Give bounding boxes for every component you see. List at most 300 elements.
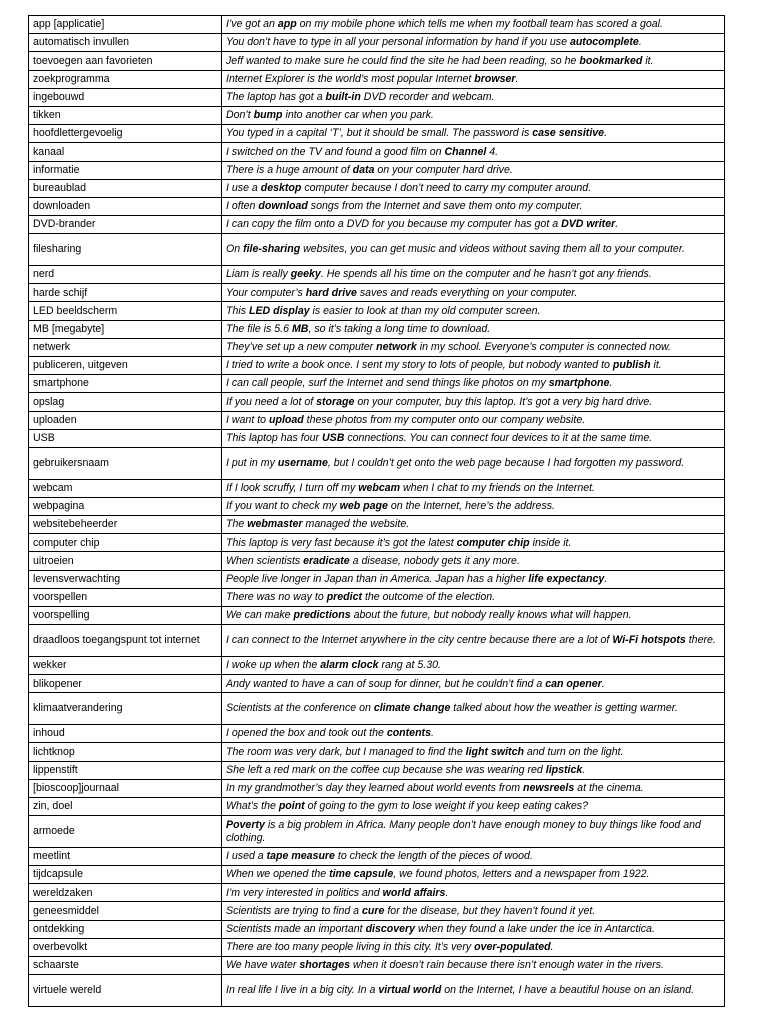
keyword: shortages xyxy=(299,959,351,972)
example-sentence xyxy=(222,16,725,34)
keyword: lipstick xyxy=(545,763,583,776)
dutch-term: smartphone xyxy=(29,375,222,393)
sentence-text-after: there. xyxy=(685,634,716,647)
table-row xyxy=(29,607,725,625)
sentence-text-after: into another car when you park. xyxy=(282,109,434,122)
table-row xyxy=(29,266,725,284)
sentence-text-before: The room was very dark, but I managed to find the xyxy=(226,745,466,758)
dutch-term: levensverwachting xyxy=(29,570,222,588)
sentence-text-after: when I chat to my friends on the Internet. xyxy=(400,482,595,495)
dutch-term: draadloos toegangspunt tot internet xyxy=(29,625,222,657)
dutch-term: toevoegen aan favorieten xyxy=(29,52,222,70)
keyword: alarm clock xyxy=(320,659,379,672)
example-sentence xyxy=(222,570,725,588)
table-row xyxy=(29,866,725,884)
dutch-term: MB [megabyte] xyxy=(29,320,222,338)
sentence-text-after: on my mobile phone which tells me when my football team has scored a goal. xyxy=(296,18,663,31)
example-sentence xyxy=(222,725,725,743)
example-sentence xyxy=(222,393,725,411)
keyword: Poverty xyxy=(226,818,265,831)
example-sentence xyxy=(222,284,725,302)
example-sentence xyxy=(222,216,725,234)
sentence-text-before: I often xyxy=(226,200,259,213)
sentence-text-before: If you want to check my xyxy=(226,500,340,513)
keyword: newsreels xyxy=(522,782,575,795)
sentence-text-before: I want to xyxy=(226,413,269,426)
sentence-text-before: When scientists xyxy=(226,554,304,567)
keyword: light switch xyxy=(465,745,524,758)
sentence-text-before: There is a huge amount of xyxy=(226,163,353,176)
keyword: webcam xyxy=(358,482,401,495)
sentence-text-before: They’ve set up a new computer xyxy=(226,341,377,354)
table-row xyxy=(29,52,725,70)
example-sentence xyxy=(222,693,725,725)
keyword: storage xyxy=(316,395,355,408)
table-row xyxy=(29,920,725,938)
table-row xyxy=(29,70,725,88)
sentence-text-after: these photos from my computer onto our company website. xyxy=(303,413,586,426)
keyword: Wi-Fi hotspots xyxy=(612,634,686,647)
dutch-term: schaarste xyxy=(29,957,222,975)
sentence-text-after: is a big problem in Africa. Many people don’t have enough money to buy things like food and clothing. xyxy=(226,818,701,844)
table-row xyxy=(29,516,725,534)
example-sentence xyxy=(222,70,725,88)
sentence-text-before: Scientists are trying to find a xyxy=(226,904,363,917)
sentence-text-after: , but I couldn’t get onto the web page because I had forgotten my password. xyxy=(327,457,685,470)
dutch-term: lichtknop xyxy=(29,743,222,761)
table-row xyxy=(29,847,725,865)
example-sentence xyxy=(222,34,725,52)
example-sentence xyxy=(222,761,725,779)
example-sentence xyxy=(222,125,725,143)
example-sentence xyxy=(222,338,725,356)
dutch-term: computer chip xyxy=(29,534,222,552)
dutch-term: nerd xyxy=(29,266,222,284)
sentence-text-before: This xyxy=(226,304,249,317)
keyword: virtual world xyxy=(378,984,442,997)
example-sentence xyxy=(222,743,725,761)
keyword: USB xyxy=(322,432,345,445)
table-row xyxy=(29,570,725,588)
keyword: web page xyxy=(339,500,388,513)
keyword: point xyxy=(278,800,305,813)
keyword: over-populated xyxy=(474,941,551,954)
example-sentence xyxy=(222,161,725,179)
sentence-text-before: I can call people, surf the Internet and send things like photos on my xyxy=(226,377,549,390)
table-row xyxy=(29,975,725,1007)
dutch-term: informatie xyxy=(29,161,222,179)
table-row xyxy=(29,375,725,393)
table-row xyxy=(29,356,725,374)
example-sentence xyxy=(222,106,725,124)
keyword: hard drive xyxy=(305,286,357,299)
sentence-text-after: is easier to look at than my old computer screen. xyxy=(309,304,541,317)
keyword: username xyxy=(277,457,328,470)
dutch-term: downloaden xyxy=(29,197,222,215)
sentence-text-before: There are too many people living in this city. It’s very xyxy=(226,941,475,954)
example-sentence xyxy=(222,534,725,552)
sentence-text-after: to check the length of the pieces of wood. xyxy=(334,850,533,863)
example-sentence xyxy=(222,375,725,393)
keyword: predictions xyxy=(293,609,351,622)
example-sentence xyxy=(222,447,725,479)
example-sentence xyxy=(222,657,725,675)
table-row xyxy=(29,411,725,429)
sentence-text-before: This laptop has four xyxy=(226,432,322,445)
dutch-term: hoofdlettergevoelig xyxy=(29,125,222,143)
table-row xyxy=(29,761,725,779)
sentence-text-before: Scientists made an important xyxy=(226,922,366,935)
dutch-term: ingebouwd xyxy=(29,88,222,106)
table-row xyxy=(29,447,725,479)
dutch-term: websitebeheerder xyxy=(29,516,222,534)
table-row xyxy=(29,393,725,411)
table-row xyxy=(29,625,725,657)
sentence-text-before: If I look scruffy, I turn off my xyxy=(226,482,359,495)
dutch-term: app [applicatie] xyxy=(29,16,222,34)
keyword: world affairs xyxy=(382,886,446,899)
sentence-text-after: when they found a lake under the ice in Antarctica. xyxy=(415,922,655,935)
sentence-text-before: On xyxy=(226,243,244,256)
table-row xyxy=(29,884,725,902)
keyword: Channel xyxy=(444,145,487,158)
example-sentence xyxy=(222,938,725,956)
table-row xyxy=(29,161,725,179)
example-sentence xyxy=(222,266,725,284)
example-sentence xyxy=(222,479,725,497)
table-row xyxy=(29,779,725,797)
sentence-text-before: Jeff wanted to make sure he could find the site he had been reading, so he xyxy=(226,54,580,67)
dutch-term: uitroeien xyxy=(29,552,222,570)
table-row xyxy=(29,284,725,302)
sentence-text-before: We can make xyxy=(226,609,294,622)
sentence-text-before: Liam is really xyxy=(226,268,291,281)
keyword: smartphone xyxy=(548,377,610,390)
sentence-text-after: . xyxy=(582,763,586,776)
vocabulary-table-body xyxy=(29,16,725,1007)
dutch-term: bureaublad xyxy=(29,179,222,197)
table-row xyxy=(29,106,725,124)
sentence-text-before: In real life I live in a big city. In a xyxy=(226,984,379,997)
table-row xyxy=(29,497,725,515)
dutch-term: webpagina xyxy=(29,497,222,515)
table-row xyxy=(29,16,725,34)
table-row xyxy=(29,34,725,52)
table-row xyxy=(29,197,725,215)
sentence-text-after: , so it’s taking a long time to download. xyxy=(308,322,491,335)
keyword: MB xyxy=(291,322,309,335)
example-sentence xyxy=(222,88,725,106)
keyword: desktop xyxy=(260,181,302,194)
dutch-term: DVD-brander xyxy=(29,216,222,234)
keyword: eradicate xyxy=(303,554,350,567)
keyword: built-in xyxy=(325,91,361,104)
keyword: geeky xyxy=(290,268,321,281)
example-sentence xyxy=(222,497,725,515)
dutch-term: USB xyxy=(29,429,222,447)
sentence-text-after: . xyxy=(430,727,434,740)
example-sentence xyxy=(222,607,725,625)
table-row xyxy=(29,957,725,975)
example-sentence xyxy=(222,320,725,338)
sentence-text-after: for the disease, but they haven’t found it yet. xyxy=(384,904,596,917)
sentence-text-after: it. xyxy=(650,359,662,372)
keyword: browser xyxy=(474,72,516,85)
table-row xyxy=(29,588,725,606)
keyword: tape measure xyxy=(266,850,335,863)
dutch-term: armoede xyxy=(29,816,222,848)
sentence-text-before: When we opened the xyxy=(226,868,330,881)
sentence-text-after: . xyxy=(615,218,619,231)
sentence-text-after: , we found photos, letters and a newspaper from 1922. xyxy=(393,868,650,881)
sentence-text-after: computer because I don’t need to carry my computer around. xyxy=(301,181,592,194)
keyword: publish xyxy=(612,359,651,372)
example-sentence xyxy=(222,429,725,447)
example-sentence xyxy=(222,234,725,266)
keyword: contents xyxy=(386,727,431,740)
table-row xyxy=(29,338,725,356)
example-sentence xyxy=(222,975,725,1007)
table-row xyxy=(29,657,725,675)
table-row xyxy=(29,143,725,161)
table-row xyxy=(29,234,725,266)
sentence-text-after: on your computer, buy this laptop. It’s got a very big hard drive. xyxy=(354,395,653,408)
sentence-text-before: What’s the xyxy=(226,800,279,813)
dutch-term: ontdekking xyxy=(29,920,222,938)
dutch-term: webcam xyxy=(29,479,222,497)
sentence-text-before: People live longer in Japan than in America. Japan has a higher xyxy=(226,572,529,585)
keyword: LED display xyxy=(248,304,310,317)
sentence-text-after: saves and reads everything on your computer. xyxy=(356,286,578,299)
keyword: autocomplete xyxy=(569,36,639,49)
dutch-term: meetlint xyxy=(29,847,222,865)
dutch-term: inhoud xyxy=(29,725,222,743)
dutch-term: harde schijf xyxy=(29,284,222,302)
table-row xyxy=(29,743,725,761)
example-sentence xyxy=(222,816,725,848)
table-row xyxy=(29,302,725,320)
sentence-text-after: songs from the Internet and save them onto my computer. xyxy=(307,200,583,213)
table-row xyxy=(29,675,725,693)
sentence-text-before: In my grandmother’s day they learned about world events from xyxy=(226,782,523,795)
example-sentence xyxy=(222,884,725,902)
sentence-text-after: talked about how the weather is getting warmer. xyxy=(450,702,678,715)
keyword: file-sharing xyxy=(243,243,301,256)
sentence-text-after: . xyxy=(601,677,605,690)
sentence-text-after: . xyxy=(445,886,449,899)
sentence-text-after: and turn on the light. xyxy=(523,745,624,758)
sentence-text-after: . xyxy=(604,572,608,585)
example-sentence xyxy=(222,516,725,534)
dutch-term: automatisch invullen xyxy=(29,34,222,52)
dutch-term: gebruikersnaam xyxy=(29,447,222,479)
sentence-text-after: it. xyxy=(642,54,654,67)
dutch-term: voorspellen xyxy=(29,588,222,606)
sentence-text-before: The laptop has got a xyxy=(226,91,326,104)
keyword: network xyxy=(376,341,417,354)
table-row xyxy=(29,725,725,743)
sentence-text-after: DVD recorder and webcam. xyxy=(360,91,495,104)
keyword: data xyxy=(352,163,375,176)
table-row xyxy=(29,552,725,570)
sentence-text-before: Andy wanted to have a can of soup for dinner, but he couldn’t find a xyxy=(226,677,546,690)
dutch-term: [bioscoop]journaal xyxy=(29,779,222,797)
dutch-term: blikopener xyxy=(29,675,222,693)
table-row xyxy=(29,320,725,338)
example-sentence xyxy=(222,779,725,797)
sentence-text-after: . xyxy=(550,941,554,954)
example-sentence xyxy=(222,143,725,161)
sentence-text-after: 4. xyxy=(486,145,499,158)
table-row xyxy=(29,429,725,447)
dutch-term: virtuele wereld xyxy=(29,975,222,1007)
keyword: discovery xyxy=(365,922,416,935)
sentence-text-before: Your computer’s xyxy=(226,286,306,299)
table-row xyxy=(29,125,725,143)
example-sentence xyxy=(222,920,725,938)
table-row xyxy=(29,216,725,234)
dutch-term: kanaal xyxy=(29,143,222,161)
dutch-term: wereldzaken xyxy=(29,884,222,902)
sentence-text-before: If you need a lot of xyxy=(226,395,317,408)
table-row xyxy=(29,479,725,497)
table-row xyxy=(29,938,725,956)
sentence-text-after: rang at 5.30. xyxy=(378,659,441,672)
sentence-text-before: Internet Explorer is the world’s most popular Internet xyxy=(226,72,475,85)
sentence-text-before: I can connect to the Internet anywhere in the city centre because there are a lot of xyxy=(226,634,613,647)
keyword: life expectancy xyxy=(528,572,605,585)
sentence-text-before: There was no way to xyxy=(226,591,327,604)
keyword: computer chip xyxy=(456,536,530,549)
keyword: bookmarked xyxy=(579,54,643,67)
keyword: can opener xyxy=(545,677,602,690)
table-row xyxy=(29,797,725,815)
example-sentence xyxy=(222,797,725,815)
sentence-text-after: at the cinema. xyxy=(574,782,644,795)
sentence-text-after: . xyxy=(515,72,519,85)
sentence-text-after: websites, you can get music and videos without saving them all to your computer. xyxy=(300,243,685,256)
sentence-text-before: I switched on the TV and found a good film on xyxy=(226,145,445,158)
sentence-text-after: . He spends all his time on the computer and he hasn’t got any friends. xyxy=(320,268,652,281)
sentence-text-after: . xyxy=(638,36,642,49)
dutch-term: zin, doel xyxy=(29,797,222,815)
dutch-term: klimaatverandering xyxy=(29,693,222,725)
table-row xyxy=(29,534,725,552)
sentence-text-before: I used a xyxy=(226,850,267,863)
sentence-text-before: You don’t have to type in all your personal information by hand if you use xyxy=(226,36,570,49)
sentence-text-before: I put in my xyxy=(226,457,278,470)
sentence-text-before: The file is 5.6 xyxy=(226,322,292,335)
dutch-term: filesharing xyxy=(29,234,222,266)
sentence-text-before: She left a red mark on the coffee cup because she was wearing red xyxy=(226,763,546,776)
sentence-text-after: on the Internet, I have a beautiful house on an island. xyxy=(441,984,694,997)
dutch-term: LED beeldscherm xyxy=(29,302,222,320)
example-sentence xyxy=(222,625,725,657)
sentence-text-after: managed the website. xyxy=(302,518,410,531)
sentence-text-after: connections. You can connect four devices to it at the same time. xyxy=(344,432,653,445)
sentence-text-after: . xyxy=(609,377,613,390)
sentence-text-after: in my school. Everyone’s computer is connected now. xyxy=(416,341,671,354)
keyword: climate change xyxy=(373,702,451,715)
sentence-text-before: Scientists at the conference on xyxy=(226,702,374,715)
dutch-term: overbevolkt xyxy=(29,938,222,956)
dutch-term: tikken xyxy=(29,106,222,124)
example-sentence xyxy=(222,866,725,884)
sentence-text-after: . xyxy=(604,127,608,140)
dutch-term: voorspelling xyxy=(29,607,222,625)
sentence-text-before: I use a xyxy=(226,181,261,194)
keyword: cure xyxy=(362,904,385,917)
example-sentence xyxy=(222,356,725,374)
sentence-text-after: on the Internet, here’s the address. xyxy=(387,500,555,513)
sentence-text-before: This laptop is very fast because it’s got the latest xyxy=(226,536,457,549)
table-row xyxy=(29,902,725,920)
sentence-text-after: when it doesn’t rain because there isn’t enough water in the rivers. xyxy=(350,959,664,972)
sentence-text-after: inside it. xyxy=(529,536,572,549)
sentence-text-after: a disease, nobody gets it any more. xyxy=(349,554,520,567)
sentence-text-before: You typed in a capital ‘T’, but it should be small. The password is xyxy=(226,127,533,140)
sentence-text-before: We have water xyxy=(226,959,300,972)
dutch-term: geneesmiddel xyxy=(29,902,222,920)
keyword: download xyxy=(258,200,308,213)
dutch-term: netwerk xyxy=(29,338,222,356)
keyword: case sensitive xyxy=(532,127,605,140)
example-sentence xyxy=(222,302,725,320)
sentence-text-after: the outcome of the election. xyxy=(362,591,496,604)
table-row xyxy=(29,816,725,848)
example-sentence xyxy=(222,675,725,693)
sentence-text-after: about the future, but nobody really knows what will happen. xyxy=(350,609,632,622)
keyword: time capsule xyxy=(329,868,394,881)
keyword: predict xyxy=(326,591,363,604)
example-sentence xyxy=(222,588,725,606)
example-sentence xyxy=(222,902,725,920)
example-sentence xyxy=(222,411,725,429)
dutch-term: zoekprogramma xyxy=(29,70,222,88)
sentence-text-before: I tried to write a book once. I sent my story to lots of people, but nobody wanted to xyxy=(226,359,613,372)
keyword: webmaster xyxy=(247,518,303,531)
table-row xyxy=(29,88,725,106)
example-sentence xyxy=(222,179,725,197)
keyword: DVD writer xyxy=(561,218,616,231)
table-row xyxy=(29,179,725,197)
dutch-term: tijdcapsule xyxy=(29,866,222,884)
example-sentence xyxy=(222,957,725,975)
vocabulary-table xyxy=(28,15,725,1007)
table-row xyxy=(29,693,725,725)
sentence-text-before: The xyxy=(226,518,248,531)
example-sentence xyxy=(222,52,725,70)
example-sentence xyxy=(222,847,725,865)
sentence-text-before: I woke up when the xyxy=(226,659,321,672)
example-sentence xyxy=(222,197,725,215)
dutch-term: publiceren, uitgeven xyxy=(29,356,222,374)
sentence-text-after: on your computer hard drive. xyxy=(374,163,513,176)
sentence-text-before: I can copy the film onto a DVD for you because my computer has got a xyxy=(226,218,562,231)
keyword: app xyxy=(277,18,297,31)
example-sentence xyxy=(222,552,725,570)
dutch-term: uploaden xyxy=(29,411,222,429)
sentence-text-before: I opened the box and took out the xyxy=(226,727,387,740)
dutch-term: wekker xyxy=(29,657,222,675)
sentence-text-before: I’m very interested in politics and xyxy=(226,886,383,899)
dutch-term: lippenstift xyxy=(29,761,222,779)
keyword: upload xyxy=(269,413,304,426)
keyword: bump xyxy=(253,109,283,122)
sentence-text-before: Don’t xyxy=(226,109,254,122)
sentence-text-before: I’ve got an xyxy=(226,18,278,31)
dutch-term: opslag xyxy=(29,393,222,411)
